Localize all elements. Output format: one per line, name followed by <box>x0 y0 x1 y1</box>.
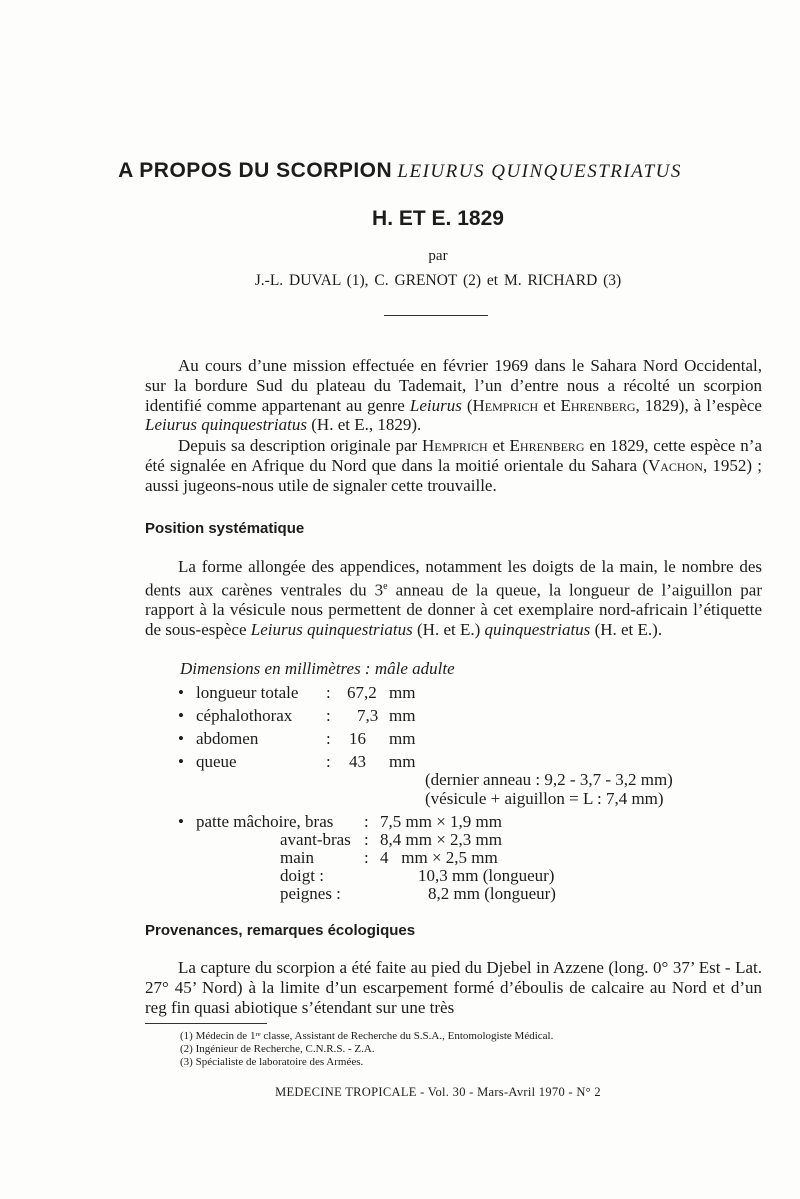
bullet: • <box>178 729 184 748</box>
section-heading-provenances: Provenances, remarques écologiques <box>145 922 416 939</box>
dim-label: longueur totale <box>196 683 299 702</box>
footnote-3: (3) Spécialiste de laboratoire des Armées. <box>180 1056 364 1068</box>
intro-paragraph-1: Au cours d’une mission effectuée en février 1969 dans le Sahara Nord Occidental, sur la bordure Sud du plateau du Tademait, l’un d’entre nous a récolté un scorpion identifié comme appartenant au genre Leiurus (Hemprich et Ehrenberg, 1829), à l’espèce Leiurus quinquestriatus (H. et E., 1829). <box>145 356 762 435</box>
dim-unit: mm <box>389 683 416 702</box>
by-line: par <box>428 248 448 264</box>
position-paragraph: La forme allongée des appendices, notamment les doigts de la main, le nombre des dents aux carènes ventrales du 3e anneau de la queue, la longueur de l’aiguillon par rapport à la vésicule nous permettent de donner à cet exemplaire nord-africain l’étiquette de sous-espèce Leiurus quinquestriatus (H. et E.) quinquestriatus (H. et E.). <box>145 557 762 640</box>
authors: J.-L. DUVAL (1), C. GRENOT (2) et M. RICHARD (3) <box>254 272 622 289</box>
journal-footer: MEDECINE TROPICALE - Vol. 30 - Mars-Avril 1970 - N° 2 <box>275 1085 601 1099</box>
peignes-value: 8,2 mm (longueur) <box>428 884 556 903</box>
footnote-2: (2) Ingénieur de Recherche, C.N.R.S. - Z.A. <box>180 1043 375 1055</box>
patte-label: avant-bras <box>280 830 351 849</box>
patte-value: 8,4 mm × 2,3 mm <box>380 830 502 849</box>
title-species: LEIURUS QUINQUESTRIATUS <box>397 161 682 182</box>
article-title <box>0 158 800 183</box>
footnote-1: (1) Médecin de 1ʳᵉ classe, Assistant de Recherche du S.S.A., Entomologiste Médical. <box>180 1030 554 1042</box>
footnote-divider <box>145 1023 267 1024</box>
dim-colon: : <box>364 812 369 831</box>
bullet: • <box>178 812 184 831</box>
dimensions-heading: Dimensions en millimètres : mâle adulte <box>180 659 455 678</box>
peignes-label: peignes : <box>280 884 341 903</box>
queue-note-vesicle: (vésicule + aiguillon = L : 7,4 mm) <box>425 789 664 808</box>
bullet: • <box>178 752 184 771</box>
intro-paragraph-2: Depuis sa description originale par Hemprich et Ehrenberg en 1829, cette espèce n’a été signalée en Afrique du Nord que dans la moitié orientale du Sahara (Vachon, 1952) ; aussi jugeons-nous utile de signaler cette trouvaille. <box>145 436 762 495</box>
title-authority: H. ET E. 1829 <box>372 207 504 230</box>
provenances-paragraph: La capture du scorpion a été faite au pied du Djebel in Azzene (long. 0° 37’ Est - Lat. 27° 45’ Nord) à la limite d’un escarpement formé d’éboulis de calcaire au Nord et d’un reg fin quasi abiotique s’étendant sur une très <box>145 958 762 1017</box>
doigt-value: 10,3 mm (longueur) <box>418 866 555 885</box>
patte-label: main <box>280 848 314 867</box>
bullet: • <box>178 706 184 725</box>
doigt-label: doigt : <box>280 866 324 885</box>
title-divider <box>384 315 488 316</box>
dim-colon: : <box>326 683 331 702</box>
dim-value: 16 <box>349 729 366 748</box>
dim-colon: : <box>364 830 369 849</box>
dim-colon: : <box>364 848 369 867</box>
title-main: A PROPOS DU SCORPION <box>118 159 393 182</box>
dim-label: céphalothorax <box>196 706 293 725</box>
dim-unit: mm <box>389 729 416 748</box>
dim-value: 43 <box>349 752 366 771</box>
dim-colon: : <box>326 752 331 771</box>
dim-unit: mm <box>389 706 416 725</box>
dim-label: queue <box>196 752 237 771</box>
patte-value: 4 mm × 2,5 mm <box>380 848 498 867</box>
patte-value: 7,5 mm × 1,9 mm <box>380 812 502 831</box>
dim-value: 67,2 <box>347 683 377 702</box>
dim-label: abdomen <box>196 729 259 748</box>
section-heading-position: Position systématique <box>145 520 305 537</box>
bullet: • <box>178 683 184 702</box>
dim-unit: mm <box>389 752 416 771</box>
dim-value: 7,3 <box>357 706 379 725</box>
dim-colon: : <box>326 729 331 748</box>
patte-label: patte mâchoire, bras <box>196 812 334 831</box>
dim-colon: : <box>326 706 331 725</box>
queue-note-last-ring: (dernier anneau : 9,2 - 3,7 - 3,2 mm) <box>425 770 673 789</box>
